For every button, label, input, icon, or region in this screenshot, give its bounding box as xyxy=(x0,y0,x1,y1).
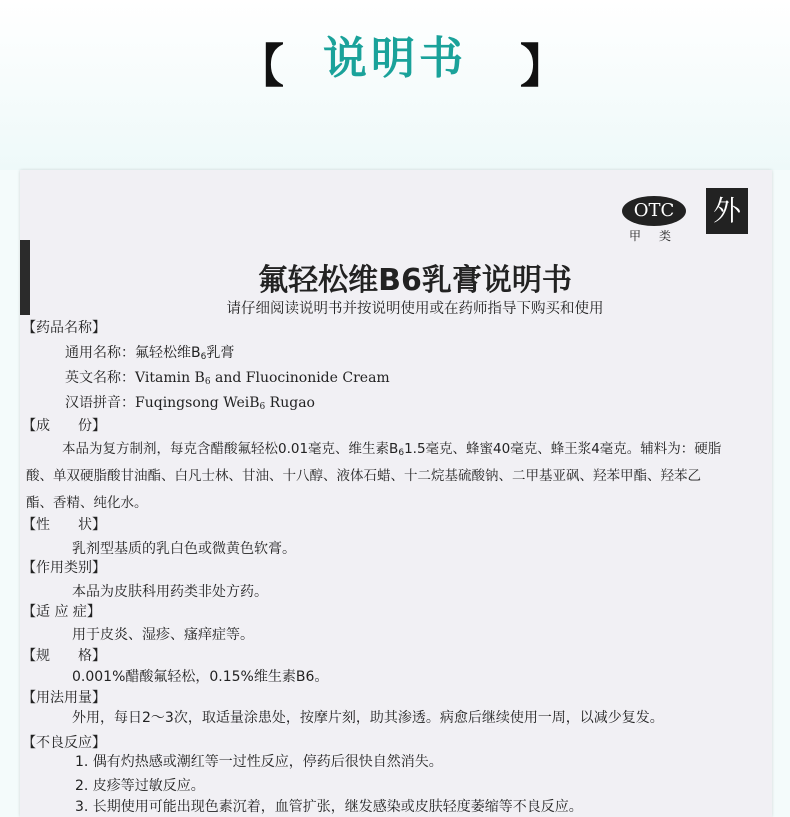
adverse-item-2: 2. 皮疹等过敏反应。 xyxy=(75,778,205,794)
generic-name-value-end: 乳膏 xyxy=(206,345,235,361)
category-text: 本品为皮肤科用药类非处方药。 xyxy=(72,584,268,600)
english-name-value-end: and Fluocinonide Cream xyxy=(210,370,390,386)
english-name-label: 英文名称： xyxy=(65,370,135,386)
section-heading-drug-name: 【药品名称】 xyxy=(22,320,106,336)
section-heading-composition: 【成 份】 xyxy=(22,418,106,434)
section-heading-indications: 【适 应 症】 xyxy=(22,604,101,620)
composition-line-2: 酸、单双硬脂酸甘油酯、白凡士林、甘油、十八醇、液体石蜡、十二烷基硫酸钠、二甲基亚砜、羟苯甲酯、羟苯乙 xyxy=(26,468,701,484)
pinyin-name-subscript: 6 xyxy=(259,402,266,412)
external-use-badge: 外 xyxy=(706,188,748,234)
english-name-value: Vitamin B xyxy=(135,370,205,386)
left-bracket: 【 xyxy=(238,39,284,93)
section-heading-category: 【作用类别】 xyxy=(22,560,106,576)
pinyin-name-value: Fuqingsong WeiB xyxy=(135,395,260,411)
english-name-subscript: 6 xyxy=(204,377,211,387)
generic-name-row xyxy=(65,343,234,367)
section-heading-usage: 【用法用量】 xyxy=(22,690,106,706)
pinyin-name-row xyxy=(65,393,315,417)
english-name-row xyxy=(65,368,390,392)
right-bracket: 】 xyxy=(520,39,566,93)
pinyin-name-label: 汉语拼音： xyxy=(65,395,135,411)
composition-text-a: 本品为复方制剂，每克含醋酸氟轻松0.01毫克、维生素B xyxy=(62,441,399,457)
composition-subscript: 6 xyxy=(398,448,405,458)
section-heading-adverse: 【不良反应】 xyxy=(22,735,106,751)
composition-line-3: 酯、香精、纯化水。 xyxy=(26,495,148,511)
document-title: 氟轻松维B6乳膏说明书 xyxy=(258,263,572,298)
composition-text-b: 1.5毫克、蜂蜜40毫克、蜂王浆4毫克。辅料为：硬脂 xyxy=(404,441,722,457)
pinyin-name-value-end: Rugao xyxy=(265,395,315,411)
composition-line-1 xyxy=(62,439,721,463)
usage-text: 外用，每日2～3次，取适量涂患处，按摩片刻，助其渗透。病愈后继续使用一周，以减少复发。 xyxy=(72,710,664,726)
otc-class-label: 甲类 xyxy=(629,229,690,243)
otc-badge: OTC xyxy=(622,196,686,226)
adverse-item-3: 3. 长期使用可能出现色素沉着，血管扩张，继发感染或皮肤轻度萎缩等不良反应。 xyxy=(75,799,583,815)
section-heading-properties: 【性 状】 xyxy=(22,517,106,533)
generic-name-value: 氟轻松维B xyxy=(135,345,201,361)
adverse-item-1: 1. 偶有灼热感或潮红等一过性反应，停药后很快自然消失。 xyxy=(75,754,443,770)
properties-text: 乳剂型基质的乳白色或微黄色软膏。 xyxy=(72,541,296,557)
generic-name-subscript: 6 xyxy=(200,352,207,362)
page-title: 说明书 xyxy=(323,33,467,84)
specification-text: 0.001%醋酸氟轻松，0.15%维生素B6。 xyxy=(72,669,329,685)
generic-name-label: 通用名称： xyxy=(65,345,135,361)
document-subtitle: 请仔细阅读说明书并按说明使用或在药师指导下购买和使用 xyxy=(226,301,604,317)
indications-text: 用于皮炎、湿疹、瘙痒症等。 xyxy=(72,627,254,643)
section-heading-specification: 【规 格】 xyxy=(22,648,106,664)
